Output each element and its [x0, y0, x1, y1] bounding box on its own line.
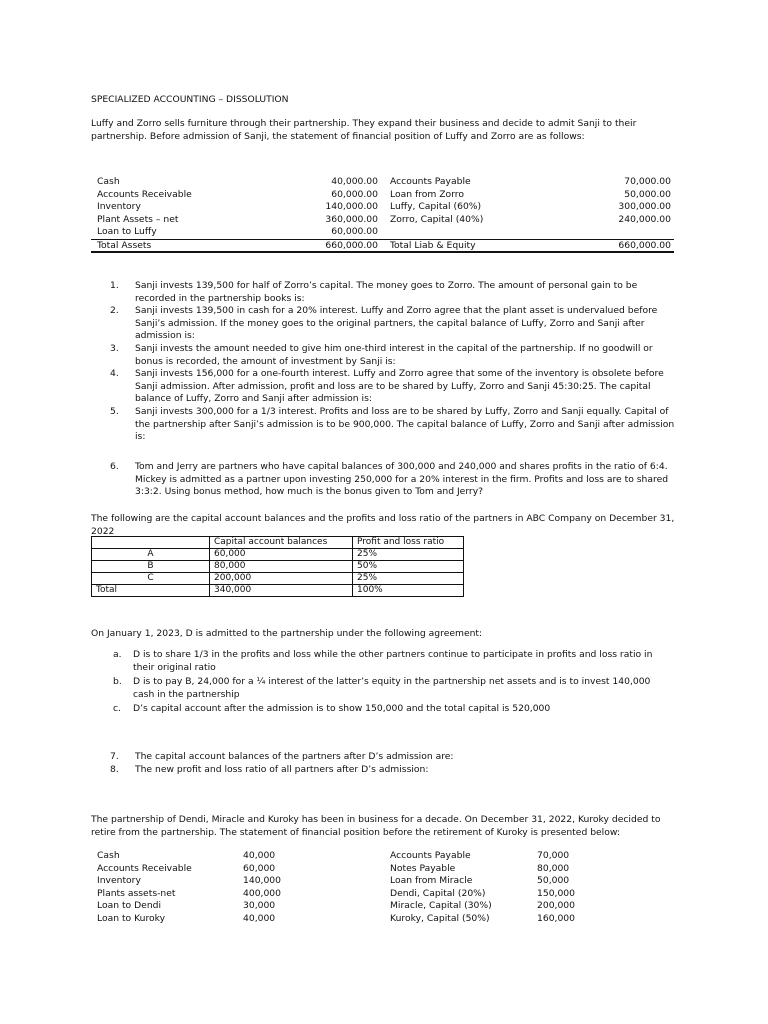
question-number: 3. [110, 342, 119, 354]
liability-amount: 70,000.00 [624, 176, 671, 187]
statement-row [91, 875, 611, 888]
asset-amount: 60,000.00 [331, 188, 378, 200]
statement-row [91, 900, 611, 913]
total-liab-amount: 660,000.00 [618, 239, 671, 251]
total-label: Total [92, 585, 210, 597]
asset-amount: 30,000 [243, 900, 276, 912]
liability-amount: 300,000.00 [618, 201, 671, 213]
asset-amount: 40,000 [243, 850, 276, 861]
question-number: 1. [110, 280, 119, 291]
table-row [92, 561, 464, 573]
question-text: Sanji invests 139,500 for half of Zorro’s capital. The money goes to Zorro. The amount of personal gain to be recorded in the partnership books is: [135, 280, 638, 304]
liability-amount: 50,000.00 [624, 188, 671, 200]
statement-row [91, 888, 611, 901]
asset-amount: 360,000.00 [325, 213, 378, 225]
agreement-text: D is to pay B, 24,000 for a ¼ interest of the latter’s equity in the partnership net assets and is to invest 140,000 cash in the partnership [133, 676, 651, 700]
partner-name: C [92, 573, 210, 585]
statement-row [91, 226, 674, 239]
agreement-item [113, 703, 673, 716]
question-number: 5. [110, 405, 119, 417]
question-number: 2. [110, 305, 119, 317]
total-assets-label: Total Assets [97, 239, 152, 251]
question-list [110, 280, 675, 444]
capital-balance: 60,000 [210, 549, 353, 561]
asset-label: Plants assets-net [97, 887, 176, 899]
question-text: Sanji invests 156,000 for a one-fourth interest. Luffy and Zorro agree that some of the inventory is obsolete before Sanji admission. After admission, profit and loss are to be shared by Luffy, Zorro and Sanji 45:30:25. The capital balance of Luffy, Zorro and Sanji after admission is: [135, 368, 664, 405]
asset-amount: 40,000.00 [331, 176, 378, 187]
total-capital: 340,000 [210, 585, 353, 597]
statement-row [91, 863, 611, 876]
table-row [92, 549, 464, 561]
asset-label: Cash [97, 176, 120, 187]
agreement-text: D is to share 1/3 in the profits and loss while the other partners continue to participate in profits and loss ratio in their original ratio [133, 649, 653, 673]
question-text: Sanji invests 300,000 for a 1/3 interest. Profits and loss are to be shared by Luffy, Zorro and Sanji equally. Capital of the partnership after Sanji’s admission is to be 900,000. The capital balance of Luffy, Zorro and Sanji after admission is: [135, 405, 675, 443]
liability-label: Zorro, Capital (40%) [390, 213, 484, 225]
question-item [110, 406, 675, 444]
liability-label: Miracle, Capital (30%) [390, 900, 492, 912]
question-item [110, 305, 675, 343]
asset-label: Loan to Dendi [97, 900, 162, 912]
agreement-letter: b. [113, 676, 122, 688]
question-text: The new profit and loss ratio of all partners after D’s admission: [135, 763, 429, 775]
agreement-text: D’s capital account after the admission is to show 150,000 and the total capital is 520,000 [133, 703, 551, 715]
asset-amount: 400,000 [243, 887, 281, 899]
statement-row [91, 189, 674, 202]
question-item [110, 280, 675, 305]
question-text: The capital account balances of the partners after D’s admission are: [135, 751, 454, 762]
liability-label: Luffy, Capital (60%) [390, 201, 482, 213]
pl-ratio: 25% [353, 573, 464, 585]
question-item [110, 764, 675, 777]
statement-total-row [91, 239, 674, 253]
question-item [110, 751, 675, 764]
abc-intro: The following are the capital account balances and the profits and loss ratio of the partners in ABC Company on December 31, 2022 [91, 513, 675, 537]
asset-amount: 140,000.00 [325, 201, 378, 213]
question-item [110, 343, 675, 368]
liability-label: Notes Payable [390, 862, 456, 874]
partner-name: A [92, 549, 210, 561]
liability-amount: 70,000 [537, 850, 570, 861]
liability-amount: 150,000 [537, 887, 575, 899]
asset-label: Cash [97, 850, 120, 861]
table-row [92, 573, 464, 585]
capital-table [91, 536, 464, 597]
table-header [92, 537, 210, 549]
question-item [110, 368, 675, 406]
liability-amount: 50,000 [537, 875, 570, 887]
agreement-letter: a. [113, 649, 122, 660]
pl-ratio: 25% [353, 549, 464, 561]
question-text: Tom and Jerry are partners who have capital balances of 300,000 and 240,000 and shares profits in the ratio of 6:4. Mickey is admitted as a partner upon investing 250,000 for a 20% interest in the firm. Profits and loss are to shared 3:3:2. Using bonus method, how much is the bonus given to Tom and Jerry? [135, 461, 669, 498]
asset-label: Accounts Receivable [97, 188, 192, 200]
question-number: 7. [110, 751, 119, 762]
question-item [110, 461, 675, 499]
statement-row [91, 850, 611, 863]
liability-amount: 200,000 [537, 900, 575, 912]
liability-amount: 80,000 [537, 862, 570, 874]
question-list-7-8 [110, 751, 675, 776]
agreement-item [113, 649, 673, 674]
statement-luffy-zorro [91, 176, 674, 253]
dendi-intro: The partnership of Dendi, Miracle and Kuroky has been in business for a decade. On December 31, 2022, Kuroky decided to retire from the partnership. The statement of financial position before the retirement of Kuroky is presented below: [91, 814, 661, 838]
liability-label: Dendi, Capital (20%) [390, 887, 486, 899]
total-assets-amount: 660,000.00 [325, 239, 378, 251]
d-admission-intro: On January 1, 2023, D is admitted to the partnership under the following agreement: [91, 628, 483, 639]
table-header: Capital account balances [210, 537, 353, 549]
statement-dendi-miracle-kuroky [91, 850, 611, 926]
table-total-row [92, 585, 464, 597]
pl-ratio: 50% [353, 561, 464, 573]
liability-label: Accounts Payable [390, 850, 471, 861]
question-6 [110, 461, 675, 499]
asset-amount: 140,000 [243, 875, 281, 887]
statement-row [91, 201, 674, 214]
liability-label: Loan from Miracle [390, 875, 473, 887]
liability-label: Accounts Payable [390, 176, 471, 187]
table-header: Profit and loss ratio [353, 537, 464, 549]
agreement-letter: c. [113, 703, 121, 715]
agreement-item [113, 676, 673, 701]
partner-name: B [92, 561, 210, 573]
question-text: Sanji invests 139,500 in cash for a 20% interest. Luffy and Zorro agree that the plant asset is undervalued before Sanji’s admission. If the money goes to the original partners, the capital balance of Luffy, Zorro and Sanji after admission is: [135, 305, 658, 342]
statement-row [91, 214, 674, 227]
asset-label: Inventory [97, 875, 141, 887]
agreement-list [113, 649, 673, 718]
question-number: 6. [110, 461, 119, 472]
question-number: 4. [110, 368, 119, 380]
capital-balance: 80,000 [210, 561, 353, 573]
asset-label: Loan to Luffy [97, 226, 157, 238]
page-title: SPECIALIZED ACCOUNTING – DISSOLUTION [91, 94, 289, 105]
liability-label: Kuroky, Capital (50%) [390, 912, 490, 924]
asset-label: Plant Assets – net [97, 213, 179, 225]
intro-paragraph: Luffy and Zorro sells furniture through their partnership. They expand their business and decide to admit Sanji to their partnership. Before admission of Sanji, the statement of financial position of Luffy and Zorro are as follows: [91, 118, 637, 142]
asset-label: Loan to Kuroky [97, 912, 166, 924]
total-liab-label: Total Liab & Equity [390, 239, 476, 251]
asset-amount: 60,000 [243, 862, 276, 874]
asset-label: Inventory [97, 201, 141, 213]
question-text: Sanji invests the amount needed to give him one-third interest in the capital of the partnership. If no goodwill or bonus is recorded, the amount of investment by Sanji is: [135, 342, 653, 367]
liability-amount: 240,000.00 [618, 213, 671, 225]
capital-balance: 200,000 [210, 573, 353, 585]
asset-label: Accounts Receivable [97, 862, 192, 874]
liability-amount: 160,000 [537, 912, 575, 924]
statement-row [91, 176, 674, 189]
asset-amount: 40,000 [243, 912, 276, 924]
table-header-row [92, 537, 464, 549]
total-ratio: 100% [353, 585, 464, 597]
question-number: 8. [110, 763, 119, 775]
statement-row [91, 913, 611, 926]
liability-label: Loan from Zorro [390, 188, 464, 200]
asset-amount: 60,000.00 [331, 226, 378, 238]
